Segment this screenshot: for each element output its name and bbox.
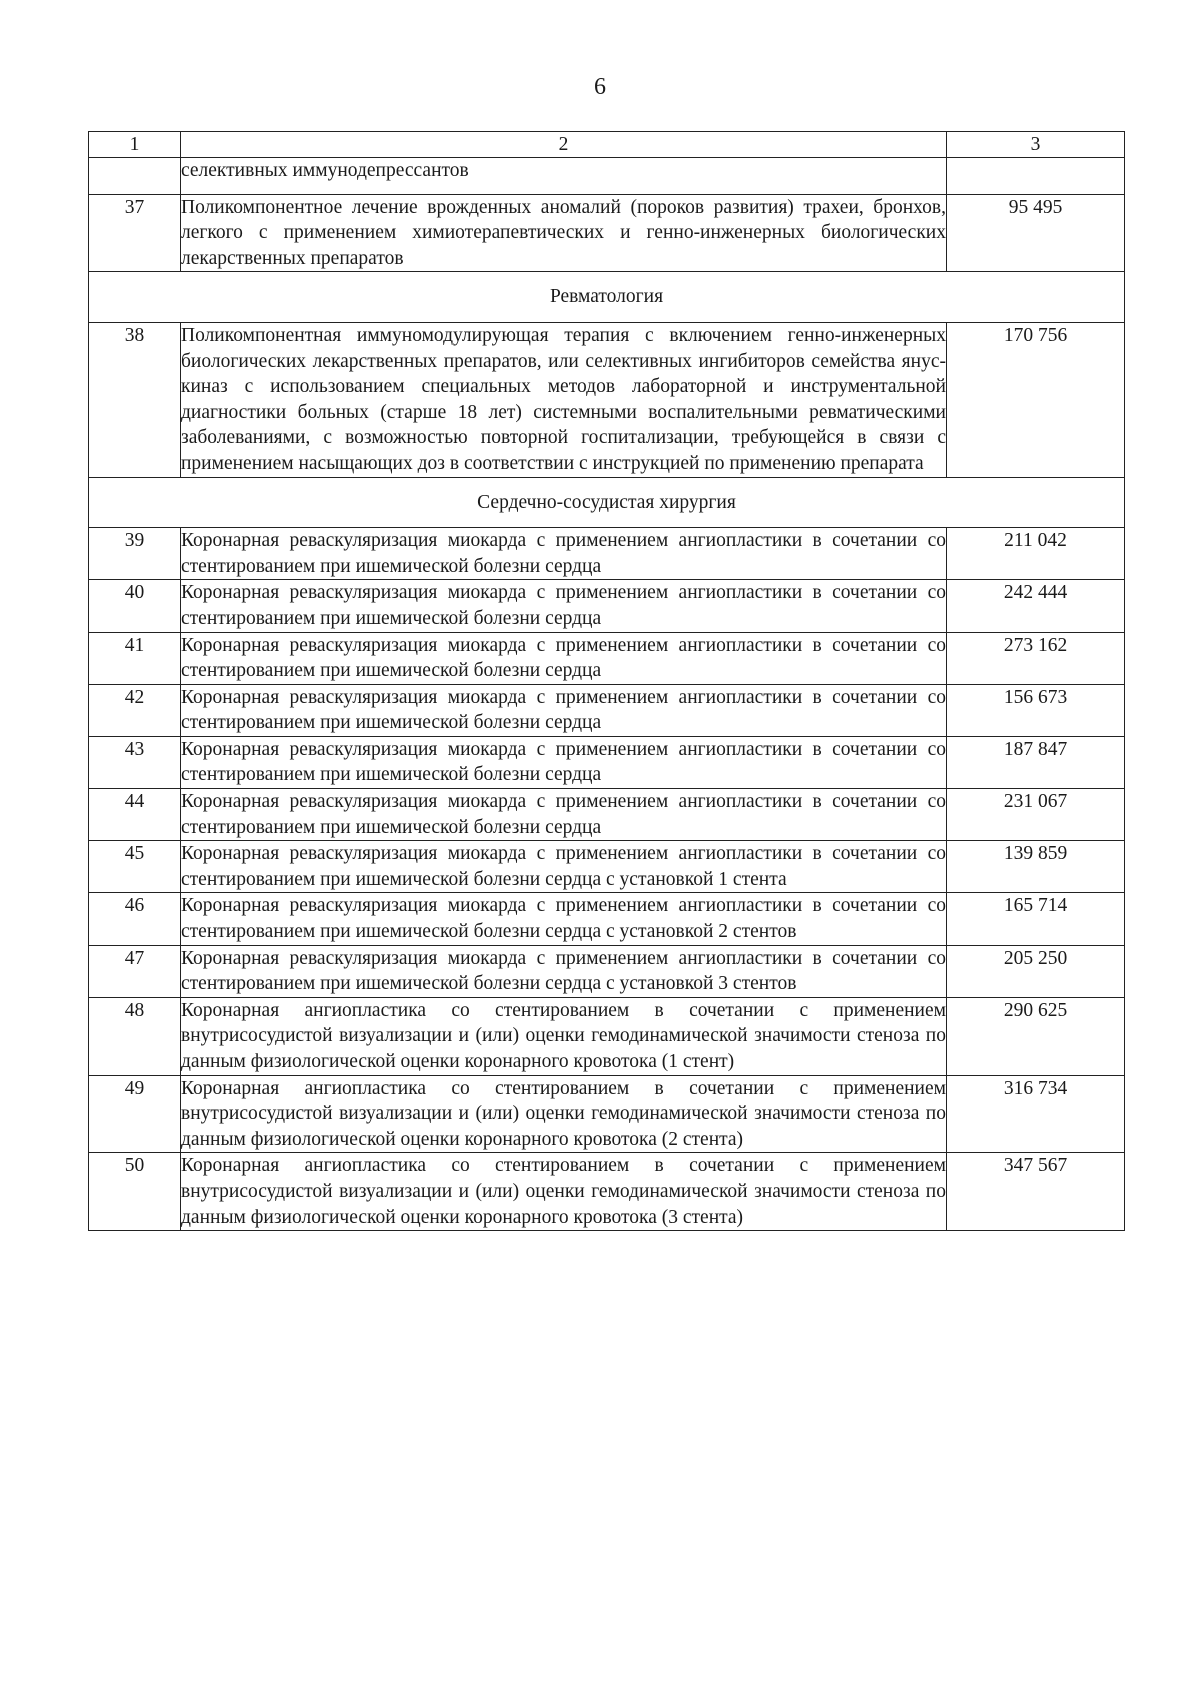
- table-row: [89, 322, 1125, 477]
- row-description: Коронарная реваскуляризация миокарда с применением ангиопластики в сочетании со стентированием при ишемической болезни сердца с установкой 2 стентов: [181, 893, 947, 945]
- row-number: 37: [89, 194, 181, 272]
- section-title: Сердечно-сосудистая хирургия: [89, 477, 1125, 528]
- row-description: Коронарная ангиопластика со стентированием в сочетании с применением внутрисосудистой визуализации и (или) оценки гемодинамической значимости стеноза по данным физиологической оценки коронарного кровотока (3 стента): [181, 1153, 947, 1231]
- row-number: 48: [89, 997, 181, 1075]
- row-price: 231 067: [947, 789, 1125, 841]
- table-row: [89, 1075, 1125, 1153]
- row-price: 205 250: [947, 945, 1125, 997]
- row-description: Коронарная реваскуляризация миокарда с применением ангиопластики в сочетании со стентированием при ишемической болезни сердца: [181, 736, 947, 788]
- row-description: Коронарная ангиопластика со стентированием в сочетании с применением внутрисосудистой визуализации и (или) оценки гемодинамической значимости стеноза по данным физиологической оценки коронарного кровотока (2 стента): [181, 1075, 947, 1153]
- table-row: [89, 893, 1125, 945]
- row-description: Поликомпонентная иммуномодулирующая терапия с включением генно-инженерных биологических лекарственных препаратов, или селективных ингибиторов семейства янус-киназ с использованием специальных методов лабораторной и инструментальной диагностики больных (старше 18 лет) системными воспалительными ревматическими заболеваниями, с возможностью повторной госпитализации, требующейся в связи с применением насыщающих доз в соответствии с инструкцией по применению препарата: [181, 322, 947, 477]
- row-number: 43: [89, 736, 181, 788]
- table-row: [89, 194, 1125, 272]
- row-number: 50: [89, 1153, 181, 1231]
- table-row: [89, 1153, 1125, 1231]
- table-row: [89, 736, 1125, 788]
- row-number: 41: [89, 632, 181, 684]
- section-row-cardiovascular-surgery: [89, 477, 1125, 528]
- table-row: [89, 528, 1125, 580]
- page-number: 6: [594, 74, 606, 100]
- table-row: [89, 841, 1125, 893]
- row-number: 45: [89, 841, 181, 893]
- row-number: 49: [89, 1075, 181, 1153]
- table-header-row: [89, 132, 1125, 158]
- row-price: 187 847: [947, 736, 1125, 788]
- row-number: 42: [89, 684, 181, 736]
- row-description: Коронарная реваскуляризация миокарда с применением ангиопластики в сочетании со стентированием при ишемической болезни сердца с установкой 1 стента: [181, 841, 947, 893]
- row-number: 46: [89, 893, 181, 945]
- table-row: [89, 789, 1125, 841]
- row-description: Коронарная реваскуляризация миокарда с применением ангиопластики в сочетании со стентированием при ишемической болезни сердца с установкой 3 стентов: [181, 945, 947, 997]
- table-row: [89, 997, 1125, 1075]
- row-description: Поликомпонентное лечение врожденных аномалий (пороков развития) трахеи, бронхов, легкого с применением химиотерапевтических и генно-инженерных биологических лекарственных препаратов: [181, 194, 947, 272]
- row-description: селективных иммунодепрессантов: [181, 158, 947, 195]
- row-price: 242 444: [947, 580, 1125, 632]
- row-description: Коронарная ангиопластика со стентированием в сочетании с применением внутрисосудистой визуализации и (или) оценки гемодинамической значимости стеноза по данным физиологической оценки коронарного кровотока (1 стент): [181, 997, 947, 1075]
- row-price: 156 673: [947, 684, 1125, 736]
- column-header-2: 2: [181, 132, 947, 158]
- table-row: [89, 580, 1125, 632]
- table-row-continuation: [89, 158, 1125, 195]
- table-row: [89, 632, 1125, 684]
- column-header-1: 1: [89, 132, 181, 158]
- row-price: [947, 158, 1125, 195]
- column-header-3: 3: [947, 132, 1125, 158]
- row-number: [89, 158, 181, 195]
- row-price: 347 567: [947, 1153, 1125, 1231]
- row-price: 316 734: [947, 1075, 1125, 1153]
- row-description: Коронарная реваскуляризация миокарда с применением ангиопластики в сочетании со стентированием при ишемической болезни сердца: [181, 789, 947, 841]
- section-row-rheumatology: [89, 272, 1125, 323]
- row-number: 39: [89, 528, 181, 580]
- row-description: Коронарная реваскуляризация миокарда с применением ангиопластики в сочетании со стентированием при ишемической болезни сердца: [181, 528, 947, 580]
- row-price: 273 162: [947, 632, 1125, 684]
- row-description: Коронарная реваскуляризация миокарда с применением ангиопластики в сочетании со стентированием при ишемической болезни сердца: [181, 580, 947, 632]
- row-price: 95 495: [947, 194, 1125, 272]
- row-number: 38: [89, 322, 181, 477]
- row-number: 47: [89, 945, 181, 997]
- row-number: 44: [89, 789, 181, 841]
- row-price: 139 859: [947, 841, 1125, 893]
- services-table: [88, 131, 1125, 1231]
- table-row: [89, 684, 1125, 736]
- section-title: Ревматология: [89, 272, 1125, 323]
- row-number: 40: [89, 580, 181, 632]
- row-price: 290 625: [947, 997, 1125, 1075]
- row-description: Коронарная реваскуляризация миокарда с применением ангиопластики в сочетании со стентированием при ишемической болезни сердца: [181, 684, 947, 736]
- row-description: Коронарная реваскуляризация миокарда с применением ангиопластики в сочетании со стентированием при ишемической болезни сердца: [181, 632, 947, 684]
- row-price: 170 756: [947, 322, 1125, 477]
- row-price: 211 042: [947, 528, 1125, 580]
- table-row: [89, 945, 1125, 997]
- row-price: 165 714: [947, 893, 1125, 945]
